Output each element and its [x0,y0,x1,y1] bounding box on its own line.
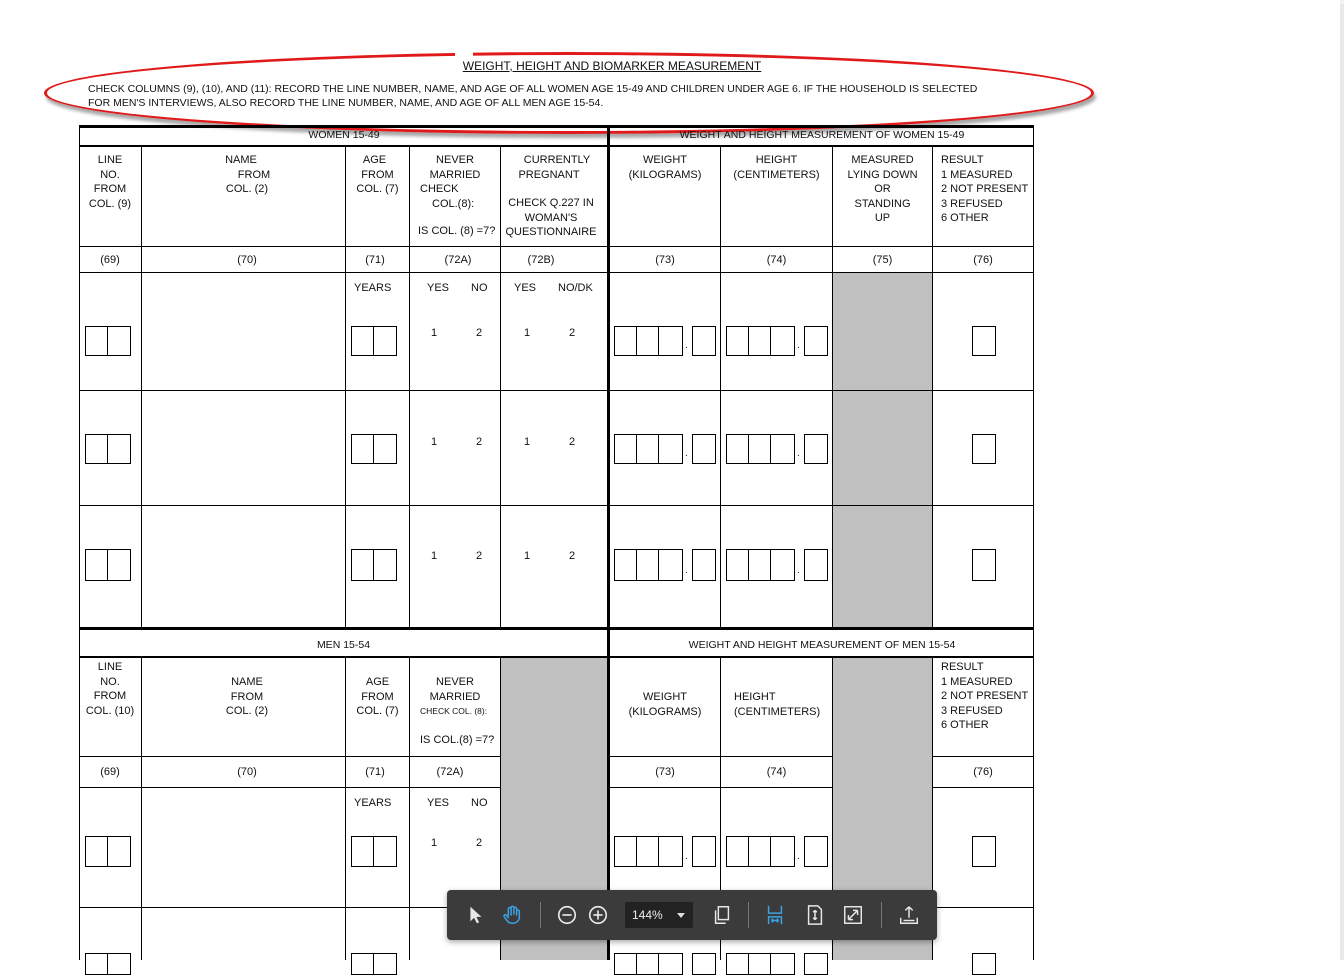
men-header-height: HEIGHT (CENTIMETERS) [734,691,821,718]
height-box[interactable] [726,326,795,356]
zoom-value: 144% [632,908,663,922]
no-label: NO [471,797,488,809]
instruction-line: FOR MEN'S INTERVIEWS, ALSO RECORD THE LINE NUMBER, NAME, AND AGE OF ALL MEN AGE 15-54. [88,96,604,109]
code-2[interactable]: 2 [476,550,483,562]
result-box[interactable] [972,549,996,581]
weight-box[interactable] [614,836,683,867]
men-header-result: RESULT 1 MEASURED 2 NOT PRESENT 3 REFUSED 6 OTHER [941,661,1029,731]
col-number: (74) [766,254,787,266]
header-weight: WEIGHT (KILOGRAMS) [628,154,702,181]
yes-label: YES [427,282,450,294]
code-1[interactable]: 1 [431,327,438,339]
age-box[interactable] [351,549,397,581]
upload-icon[interactable] [895,901,923,929]
age-box[interactable] [351,326,397,356]
page-view-icon[interactable] [708,901,736,929]
height-decimal-box[interactable] [804,953,828,975]
weight-decimal-box[interactable] [692,953,716,975]
code-2[interactable]: 2 [569,436,576,448]
weight-decimal-box[interactable] [692,549,716,581]
line-number-box[interactable] [85,836,131,867]
fit-width-icon[interactable] [761,901,789,929]
vertical-scrollbar[interactable] [1340,4,1344,960]
men-header-never-married: NEVER MARRIED CHECK COL. (8): IS COL.(8) =7? [420,676,495,746]
weight-box[interactable] [614,434,683,464]
code-1[interactable]: 1 [431,436,438,448]
years-label: YEARS [354,797,392,809]
header-age: AGE FROM COL. (7) [356,154,399,195]
select-arrow-icon[interactable] [461,901,489,929]
result-box[interactable] [972,434,996,464]
weight-decimal-box[interactable] [692,836,716,867]
age-box[interactable] [351,434,397,464]
height-box[interactable] [726,836,795,867]
col-number: (72A) [436,766,464,778]
weight-box[interactable] [614,953,683,975]
code-1[interactable]: 1 [431,550,438,562]
no-label: NO [471,282,488,294]
chevron-down-icon [677,913,685,918]
result-box[interactable] [972,326,996,356]
col-number: (73) [655,254,675,266]
col-number: (69) [100,766,120,778]
document-title: WEIGHT, HEIGHT AND BIOMARKER MEASUREMENT [462,59,762,73]
code-2[interactable]: 2 [476,436,483,448]
col-number: (72A) [444,254,472,266]
code-2[interactable]: 2 [569,327,576,339]
men-header-age: AGE FROM COL. (7) [356,676,399,717]
line-number-box[interactable] [85,549,131,581]
instructions [88,83,1018,110]
result-box[interactable] [972,953,996,975]
no-dk-label: NO/DK [558,282,593,294]
document-page: WEIGHT, HEIGHT AND BIOMARKER MEASUREMENT CHECK COLUMNS (9), (10), AND (11): RECORD THE LINE NUMBER, NAME, AND AGE OF ALL WOMEN AGE 15-49 AND CHILDREN UNDER AGE 6. IF THE HOUSEHOLD IS SELECTED FOR MEN'S INTERVIEWS, ALSO RECORD THE LINE NUMBER, NAME, AND AGE OF ALL MEN AGE 15-54. WOMEN 15-49 WEIGHT AND HEIGHT MEASUREMENT OF WOMEN 15-49 LINE NO. FROM COL. (9) NAME FROM COL. (2) AGE FROM COL. (7) NEVER MARRIED CHECK COL.(8): IS COL. (8) =7? CURRENTLY PREGNANT CHECK Q.227 IN WOMAN'S QUESTIONNAIRE WEIGHT (KILOGRAMS) HEIGHT (CENTIMETERS) MEASURED LYING DOWN OR STANDING UP RESULT 1 MEASURED 2 NOT PRESENT 3 REFUSED 6 OTHER (69) (70) (71) (72A) (72B) (73) (74) (75) (76) YEARS YES NO YES NO/DK 1 2 1 2 1 2 1 2 1 2 1 2 . . . . . . MEN 15-54 WEIGHT AND HEIGHT MEASUREMENT OF MEN 15-54 LINE NO. FROM COL. (10) NAME FROM COL. (2) AGE FROM COL. (7) NEVER MARRIED CHECK COL. (8): IS COL.(8) =7? WEIGHT (KILOGRAMS) HEIGHT (CENTIMETERS) RESULT 1 MEASURED 2 NOT PRESENT 3 REFUSED 6 OTHER (69) (70) (71) (72A) (73) (74) (76) YEARS YES NO 1 2 . . [0,0,1340,955]
section-men-left: MEN 15-54 [316,639,371,651]
header-name: NAME FROM COL. (2) [225,154,271,195]
weight-box[interactable] [614,326,683,356]
section-women-right: WEIGHT AND HEIGHT MEASUREMENT OF WOMEN 15-49 [679,129,965,141]
code-1[interactable]: 1 [524,327,531,339]
men-header-weight: WEIGHT (KILOGRAMS) [628,691,702,718]
fullscreen-icon[interactable] [839,901,867,929]
col-number: (76) [973,766,993,778]
code-2[interactable]: 2 [569,550,576,562]
result-box[interactable] [972,836,996,867]
men-header-line-no: LINE NO. FROM COL. (10) [85,661,135,717]
zoom-level-dropdown[interactable] [625,902,693,928]
pdf-toolbar [447,890,937,940]
age-box[interactable] [351,836,397,867]
fit-page-icon[interactable] [801,901,829,929]
zoom-out-icon[interactable] [553,901,581,929]
line-number-box[interactable] [85,434,131,464]
height-box[interactable] [726,549,795,581]
age-box[interactable] [351,953,397,975]
zoom-in-icon[interactable] [584,901,612,929]
header-height: HEIGHT (CENTIMETERS) [733,154,820,181]
height-decimal-box[interactable] [804,549,828,581]
ellipse-gap [455,49,473,59]
yes-label: YES [514,282,537,294]
col-number: (70) [237,254,257,266]
weight-decimal-box[interactable] [692,326,716,356]
col-number: (72B) [527,254,555,266]
height-box[interactable] [726,434,795,464]
height-decimal-box[interactable] [804,836,828,867]
code-1[interactable]: 1 [431,837,438,849]
yes-label: YES [427,797,450,809]
weight-decimal-box[interactable] [692,434,716,464]
weight-box[interactable] [614,549,683,581]
col-number: (73) [655,766,675,778]
code-2[interactable]: 2 [476,837,483,849]
section-men-right: WEIGHT AND HEIGHT MEASUREMENT OF MEN 15-54 [688,639,956,651]
header-result: RESULT 1 MEASURED 2 NOT PRESENT 3 REFUSED 6 OTHER [941,154,1029,224]
shaded-measured-column [833,273,932,628]
code-1[interactable]: 1 [524,436,531,448]
col-number: (69) [100,254,120,266]
header-pregnant: CURRENTLY PREGNANT CHECK Q.227 IN WOMAN'S QUESTIONNAIRE [505,154,597,238]
col-number: (71) [365,766,385,778]
line-number-box[interactable] [85,953,131,975]
col-number: (74) [766,766,787,778]
height-decimal-box[interactable] [804,326,828,356]
height-box[interactable] [726,953,795,975]
line-number-box[interactable] [85,326,131,356]
years-label: YEARS [354,282,392,294]
code-1[interactable]: 1 [524,550,531,562]
header-never-married: NEVER MARRIED CHECK COL.(8): IS COL. (8) =7? [418,154,496,237]
col-number: (71) [365,254,385,266]
height-decimal-box[interactable] [804,434,828,464]
col-number: (75) [872,254,893,266]
hand-pan-icon[interactable] [498,901,526,929]
col-number: (70) [237,766,257,778]
col-number: (76) [973,254,993,266]
code-2[interactable]: 2 [476,327,483,339]
instruction-line: CHECK COLUMNS (9), (10), AND (11): RECORD THE LINE NUMBER, NAME, AND AGE OF ALL WOMEN AGE 15-49 AND CHILDREN UNDER AGE 6. IF THE HOUSEHOLD IS SELECTED [88,83,978,95]
men-header-name: NAME FROM COL. (2) [225,676,269,717]
header-measured: MEASURED LYING DOWN OR STANDING UP [847,154,918,224]
section-women-left: WOMEN 15-49 [308,129,380,141]
header-line-no: LINE NO. FROM COL. (9) [88,154,132,210]
